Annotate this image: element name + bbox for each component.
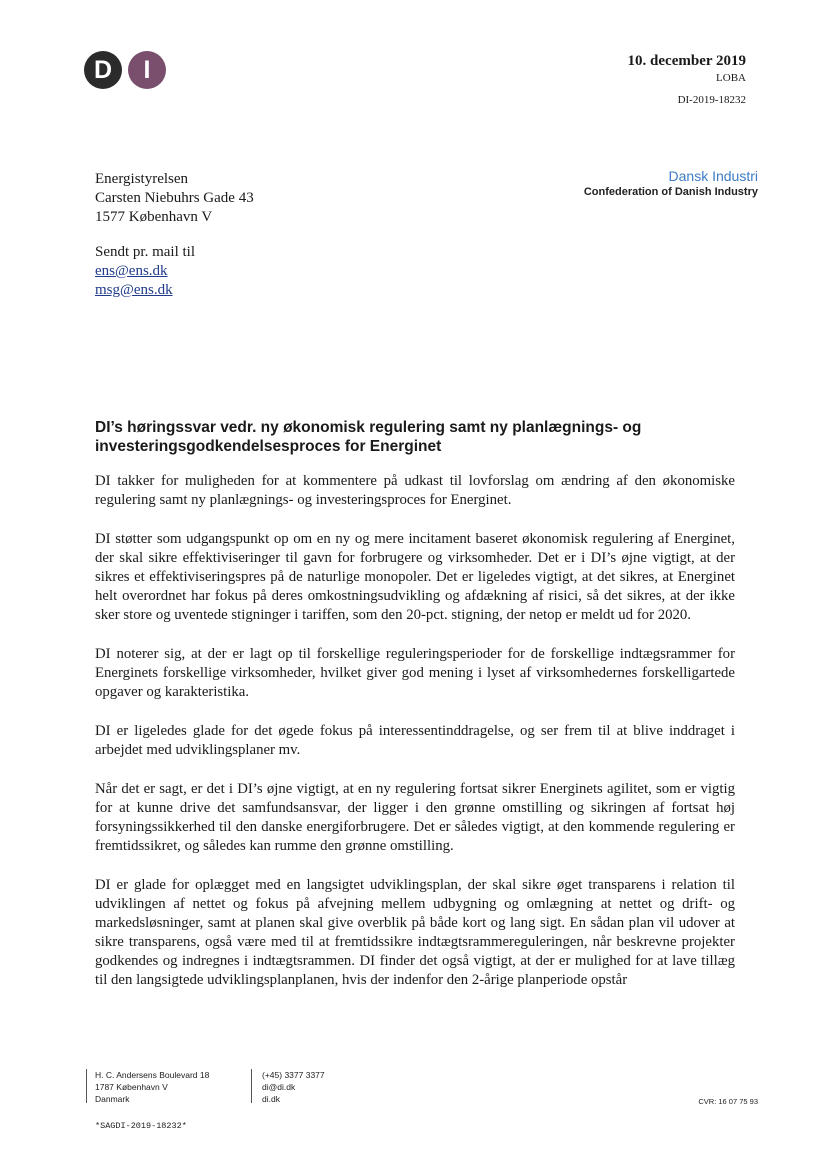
logo-letter-d: D [84,51,122,89]
recipient-line: Energistyrelsen [95,171,189,187]
footer-divider [86,1069,87,1103]
body-paragraph: DI er ligeledes glade for det øgede fokus på interessentinddragelse, og ser frem til at blive inddraget i arbejdet med udviklingsplaner mv. [95,723,735,758]
body-paragraph: DI noterer sig, at der er lagt op til forskellige reguleringsperioder for de forskellige indtægsrammer for Energinets forskellige virksomheder, hvilket giver god mening i lyset af virksomhedernes forskelligartede opgaver og karakteristika. [95,646,735,700]
body-paragraph: DI takker for muligheden for at kommentere på udkast til lovforslag om ændring af den økonomiske regulering samt ny planlægnings- og investeringsproces for Energinet. [95,473,735,508]
di-logo [84,51,172,93]
sender-subtitle: Confederation of Danish Industry [583,186,758,198]
recipient-address [95,170,254,227]
recipient-line: 1577 København V [95,209,213,225]
document-barcode-code: *SAGDI-2019-18232* [95,1121,187,1131]
footer-phone: (+45) 3377 3377 [262,1070,325,1080]
email-link[interactable]: ens@ens.dk [95,263,168,279]
sender-name: Dansk Industri [668,168,758,184]
footer-address [95,1069,209,1105]
footer-address-line: H. C. Andersens Boulevard 18 [95,1070,210,1080]
footer-divider [251,1069,252,1103]
body-paragraph: DI støtter som udgangspunkt op om en ny og mere incitament baseret økonomisk regulering af Energinet, der skal sikre effektiviseringer til gavn for forbrugere og virksomheder. Det er i DI’s øjne vigtigt, at der sikres et effektiviseringspres på de naturlige monopoler. Det er ligeledes vigtigt, at det sikres, at Energinet helt overordnet har fokus på deres omkostningsudvikling og afdækning af risici, så det sikres, at der ikke sker store og uventede stigninger i tariffen, som den 20-pct. stigning, der netop er meldt ud for 2020. [95,531,735,623]
footer-address-line: 1787 København V [95,1082,168,1092]
sent-by-mail [95,243,195,300]
body-paragraph: DI er glade for oplægget med en langsigtet udviklingsplan, der skal sikre øget transparens i relation til udviklingen af nettet og fokus på afvejning mellem udbygning og omlægning at nettet og drift- og markedsløsninger, samt at planen skal give overblik på både kort og lang sigt. En sådan plan vil udover at sikre transparens, også være med til at fremtidssikre indtægtsrammereguleringen, når beskrevne projekter godkendes og indregnes i indtægtsrammen. DI finder det også vigtigt, at der er mulighed for at lave tillæg til den langsigtede udviklingsplanplanen, hvis der indenfor den 2-årige planperiode opstår [95,877,735,988]
reference-number: DI-2019-18232 [677,94,746,106]
footer-website: di.dk [262,1094,280,1104]
email-link[interactable]: msg@ens.dk [95,282,173,298]
author-initials: LOBA [716,72,746,84]
footer-cvr: CVR: 16 07 75 93 [698,1097,758,1106]
letter-date: 10. december 2019 [627,53,746,69]
letter-body [95,472,735,1010]
footer-email: di@di.dk [262,1082,296,1092]
logo-letter-i: I [128,51,166,89]
letter-title: DI’s høringssvar vedr. ny økonomisk regulering samt ny planlægnings- og investeringsgodkendelsesproces for Energinet [95,419,642,455]
sent-label: Sendt pr. mail til [95,244,195,260]
footer-contact [262,1069,325,1105]
body-paragraph: Når det er sagt, er det i DI’s øjne vigtigt, at en ny regulering fortsat sikrer Energinets agilitet, som er vigtig for at kunne drive det samfundsansvar, der ligger i den grønne omstilling og sikringen af fortsat høj forsyningssikkerhed til den danske energiforbrugere. Det er således vigtigt, at den kommende regulering er fremtidssikret, og således kan rumme den grønne omstilling. [95,781,735,854]
sender-brand [584,168,758,198]
recipient-line: Carsten Niebuhrs Gade 43 [95,190,254,206]
footer-address-line: Danmark [95,1094,130,1104]
